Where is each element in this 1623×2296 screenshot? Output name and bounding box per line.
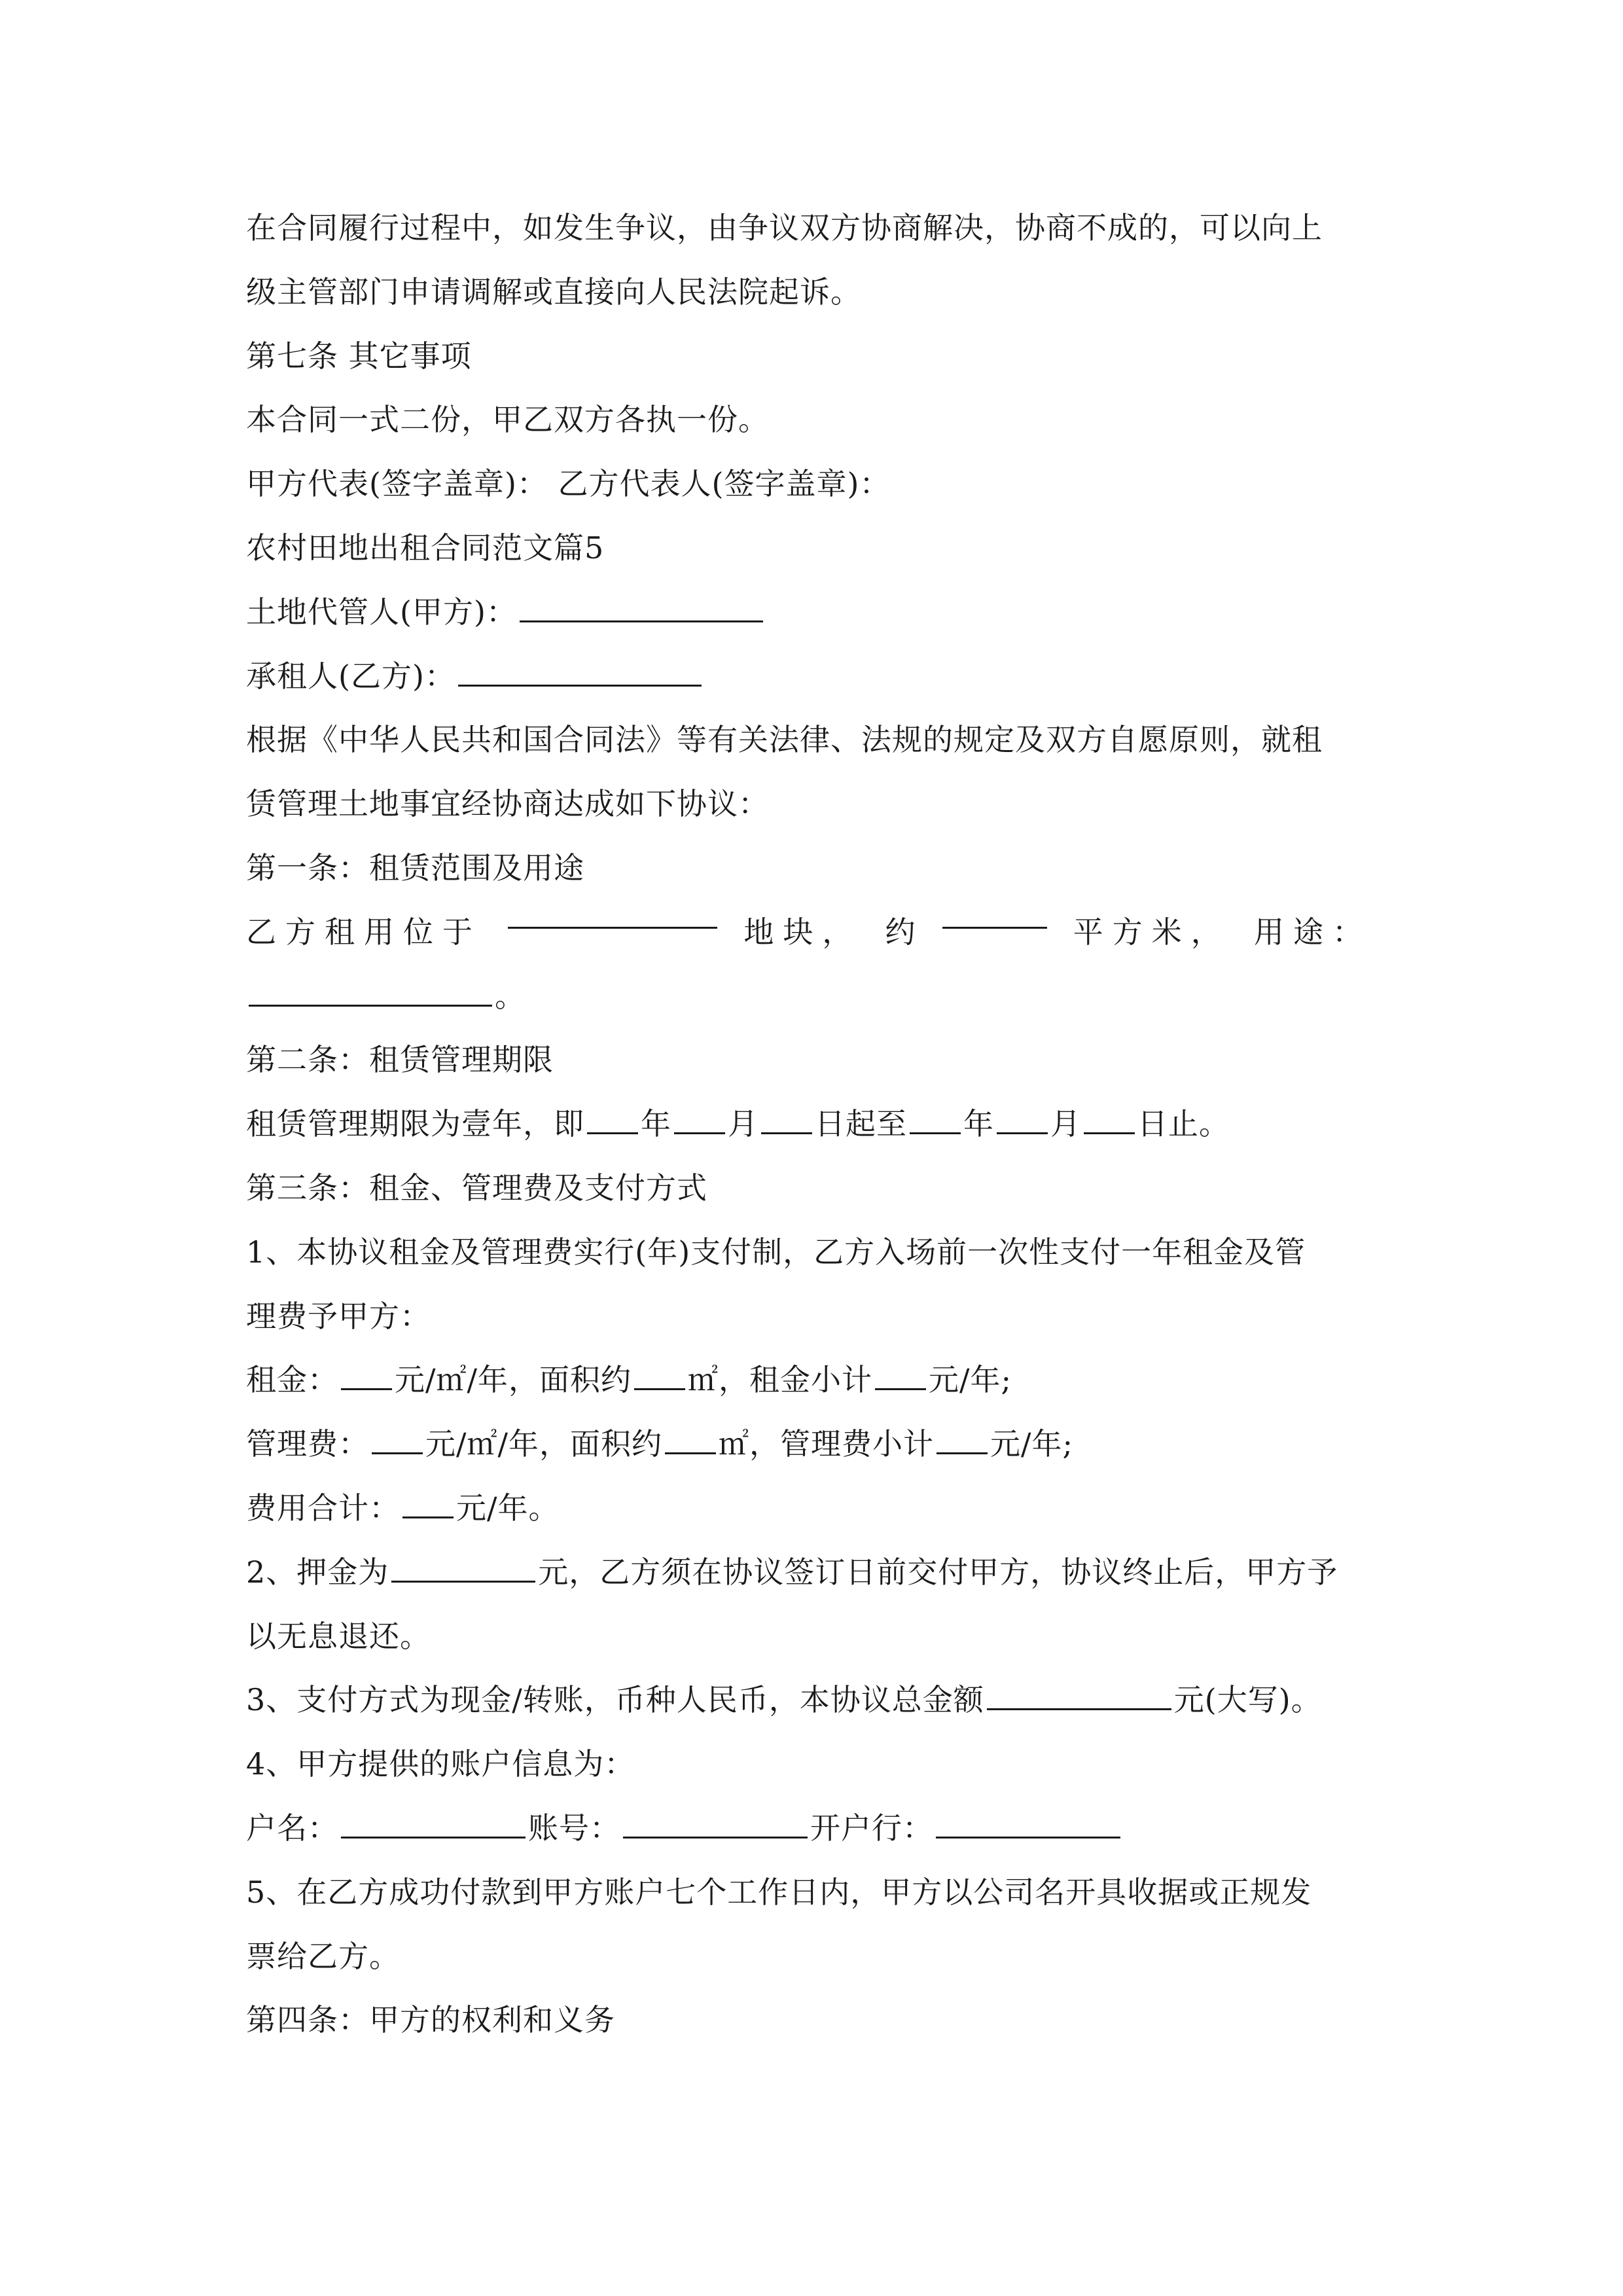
- account-info-heading: 4、甲方提供的账户信息为：: [246, 1746, 635, 1782]
- area-blank: [942, 901, 1047, 929]
- total-line: 费用合计： 元/年。: [246, 1490, 560, 1526]
- term-line: 租赁管理期限为壹年，即 年 月 日起至 年 月 日止。: [246, 1106, 1230, 1142]
- clause-payment-1-cont: 理费予甲方：: [246, 1298, 431, 1334]
- fee-area-blank: [665, 1426, 716, 1454]
- usage-blank: [249, 978, 492, 1007]
- heading-article-3: 第三条：租金、管理费及支付方式: [246, 1170, 707, 1206]
- deposit-blank: [391, 1554, 535, 1583]
- paragraph-dispute: 在合同履行过程中，如发生争议，由争议双方协商解决，协商不成的，可以向上: [246, 210, 1323, 245]
- heading-article-2: 第二条：租赁管理期限: [246, 1042, 554, 1078]
- end-year-blank: [910, 1106, 961, 1134]
- fee-subtotal-blank: [936, 1426, 988, 1454]
- payment-method-line: 3、支付方式为现金/转账，币种人民币，本协议总金额 元(大写)。: [246, 1682, 1322, 1718]
- invoice-clause-cont: 票给乙方。: [246, 1938, 400, 1974]
- party-a-blank: [520, 594, 763, 622]
- paragraph-copies: 本合同一式二份，甲乙双方各执一份。: [246, 402, 769, 438]
- signature-line: 甲方代表(签字盖章)： 乙方代表人(签字盖章)：: [246, 466, 891, 502]
- section-title-5: 农村田地出租合同范文篇5: [246, 529, 605, 565]
- paragraph-dispute-cont: 级主管部门申请调解或直接向人民法院起诉。: [246, 274, 861, 310]
- rent-price-blank: [341, 1362, 392, 1390]
- rent-subtotal-blank: [875, 1362, 926, 1390]
- account-name-blank: [341, 1810, 526, 1839]
- total-amount-blank: [987, 1682, 1171, 1710]
- location-blank: [508, 901, 717, 929]
- bank-blank: [936, 1810, 1120, 1839]
- rent-line: 租金： 元/㎡/年，面积约 ㎡，租金小计 元/年;: [246, 1362, 1012, 1398]
- start-month-blank: [674, 1106, 725, 1134]
- management-fee-line: 管理费： 元/㎡/年，面积约 ㎡，管理费小计 元/年;: [246, 1426, 1073, 1462]
- end-day-blank: [1084, 1106, 1135, 1134]
- account-info-line: 户名： 账号： 开户行：: [246, 1797, 1398, 1861]
- start-day-blank: [761, 1106, 812, 1134]
- fee-price-blank: [372, 1426, 423, 1454]
- paragraph-basis-cont: 赁管理土地事宜经协商达成如下协议：: [246, 786, 769, 822]
- invoice-clause: 5、在乙方成功付款到甲方账户七个工作日内，甲方以公司名开具收据或正规发: [246, 1874, 1312, 1910]
- clause-payment-1: 1、本协议租金及管理费实行(年)支付制，乙方入场前一次性支付一年租金及管: [246, 1234, 1306, 1270]
- deposit-line: 2、押金为 元，乙方须在协议签订日前交付甲方，协议终止后，甲方予: [246, 1554, 1338, 1590]
- heading-article-4: 第四条：甲方的权利和义务: [246, 2002, 615, 2038]
- heading-article-1: 第一条：租赁范围及用途: [246, 850, 584, 886]
- party-b-line: 承租人(乙方)：: [246, 645, 1398, 709]
- start-year-blank: [587, 1106, 638, 1134]
- total-blank: [402, 1490, 454, 1518]
- party-a-line: 土地代管人(甲方)：: [246, 581, 1398, 645]
- rent-area-blank: [634, 1362, 685, 1390]
- document-body: [246, 196, 1398, 2053]
- heading-article-7: 第七条 其它事项: [246, 338, 472, 374]
- account-number-blank: [623, 1810, 808, 1839]
- deposit-line-cont: 以无息退还。: [246, 1618, 431, 1654]
- end-month-blank: [997, 1106, 1048, 1134]
- usage-line: 。: [246, 965, 1398, 1029]
- lease-scope-line: 乙方租用位于 地块， 约 平方米， 用途：: [246, 901, 1372, 965]
- party-b-blank: [458, 658, 702, 687]
- paragraph-basis: 根据《中华人民共和国合同法》等有关法律、法规的规定及双方自愿原则，就租: [246, 722, 1323, 758]
